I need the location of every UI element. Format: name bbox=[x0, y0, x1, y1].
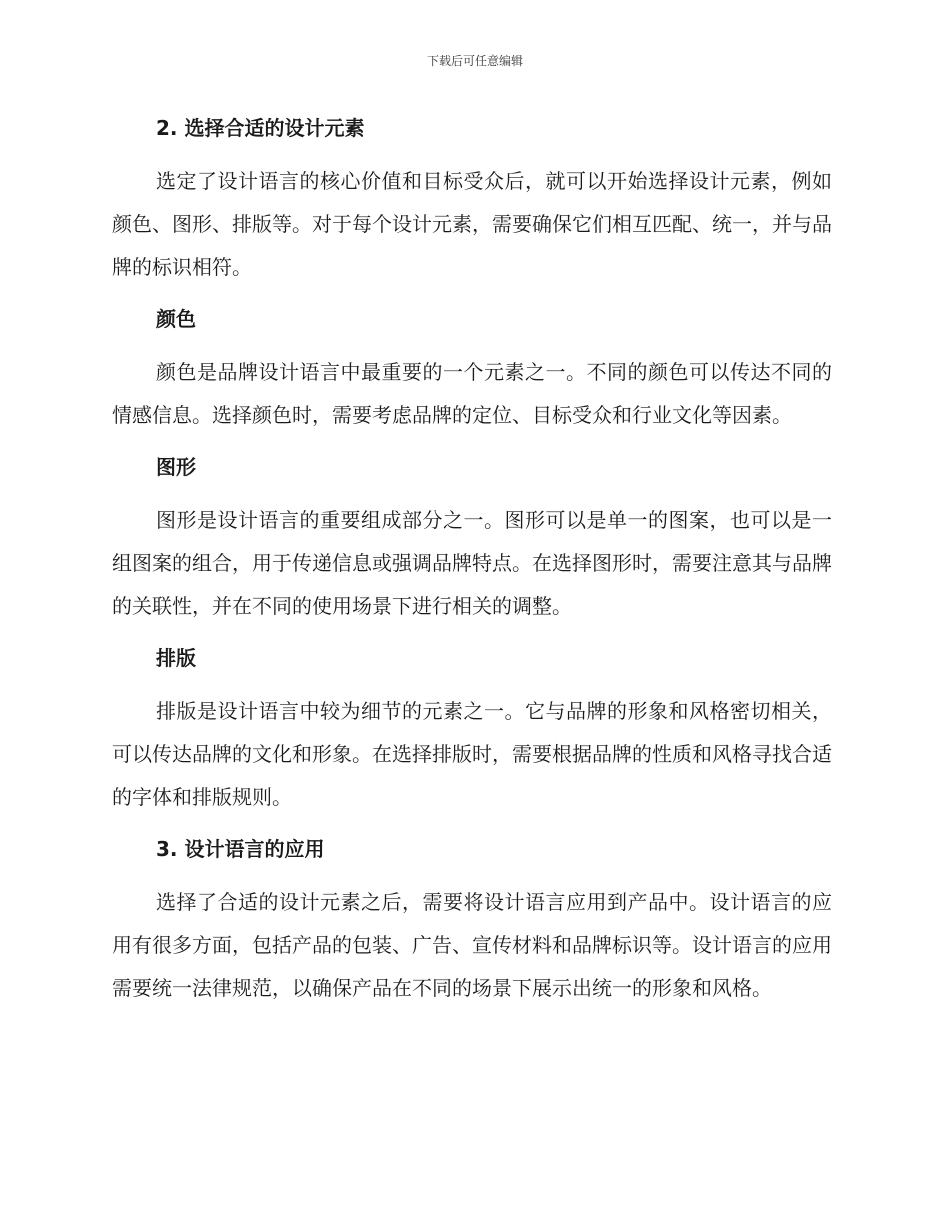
section-paragraph-graphics: 图形是设计语言的重要组成部分之一。图形可以是单一的图案，也可以是一组图案的组合，用于传递信息或强调品牌特点。在选择图形时，需要注意其与品牌的关联性，并在不同的使用场景下进行相关的调整。 bbox=[112, 508, 832, 618]
section-paragraph-application: 选择了合适的设计元素之后，需要将设计语言应用到产品中。设计语言的应用有很多方面，包括产品的包装、广告、宣传材料和品牌标识等。设计语言的应用需要统一法律规范，以确保产品在不同的场景下展示出统一的形象和风格。 bbox=[112, 890, 832, 1000]
section-paragraph-color: 颜色是品牌设计语言中最重要的一个元素之一。不同的颜色可以传达不同的情感信息。选择颜色时，需要考虑品牌的定位、目标受众和行业文化等因素。 bbox=[112, 360, 832, 427]
page-header-note: 下载后可任意编辑 bbox=[426, 54, 523, 68]
section-heading-application: 3. 设计语言的应用 bbox=[156, 837, 325, 861]
document-body bbox=[112, 108, 832, 1010]
section-heading-color: 颜色 bbox=[156, 307, 196, 331]
section-heading-design-elements: 2. 选择合适的设计元素 bbox=[156, 116, 365, 140]
section-heading-graphics: 图形 bbox=[156, 455, 196, 479]
section-paragraph-design-elements: 选定了设计语言的核心价值和目标受众后，就可以开始选择设计元素，例如颜色、图形、排版等。对于每个设计元素，需要确保它们相互匹配、统一，并与品牌的标识相符。 bbox=[112, 169, 832, 279]
section-paragraph-typography: 排版是设计语言中较为细节的元素之一。它与品牌的形象和风格密切相关，可以传达品牌的文化和形象。在选择排版时，需要根据品牌的性质和风格寻找合适的字体和排版规则。 bbox=[112, 699, 832, 809]
section-heading-typography: 排版 bbox=[156, 646, 196, 670]
